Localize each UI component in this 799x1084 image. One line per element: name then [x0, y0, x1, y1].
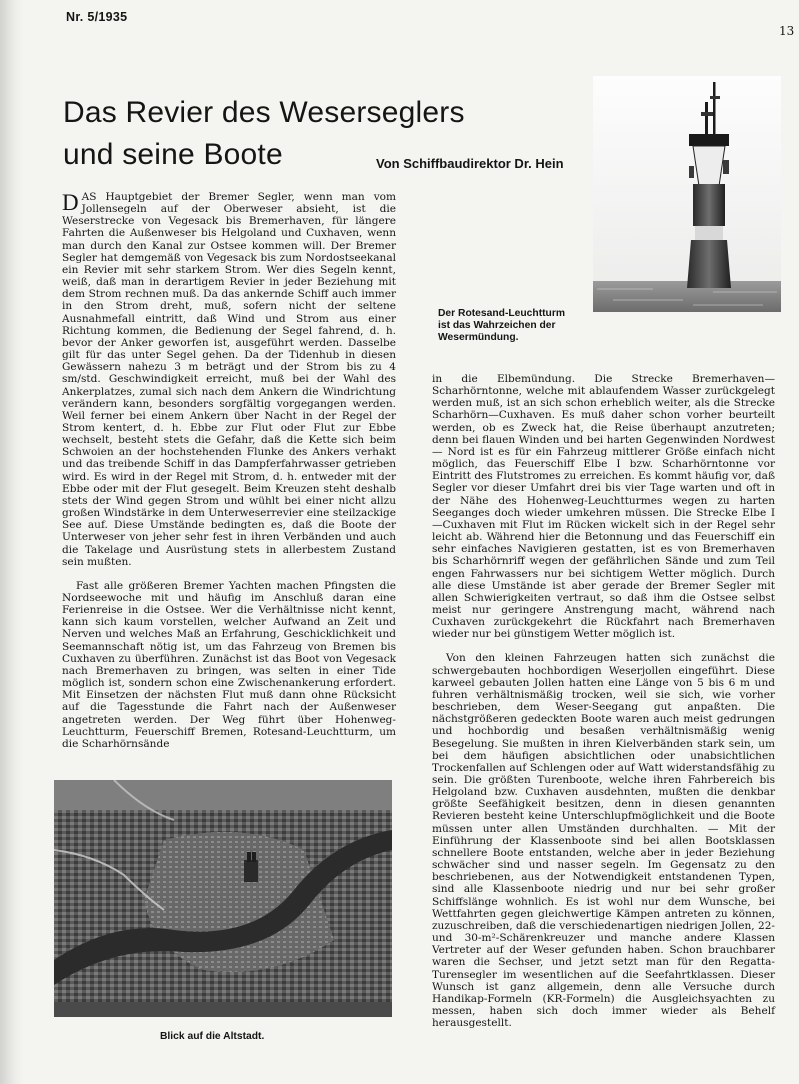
- paragraph-1: [62, 191, 396, 568]
- article-column-2: [432, 373, 775, 1029]
- aerial-caption: Blick auf die Altstadt.: [160, 1031, 265, 1042]
- aerial-image: [54, 780, 392, 1017]
- aerial-photo: [54, 780, 392, 1017]
- paragraph-4: Von den kleinen Fahrzeugen hatten sich zunächst die schwergebauten hochbordigen Weserjollen eingeführt. Diese karweel gebauten Jollen hatten eine Länge von 5 bis 6 m und fuhren verhältnismäßig trocken, weil sie sich, wie vorher beschrieben, dem Weser-Seegang gut anpaßten. Die nächstgrößeren gedeckten Boote waren auch meist gedrungen und hochbordig und besaßen verhältnismäßig wenig Besegelung. Sie mußten in ihren Kielverbänden stark sein, um bei dem häufigen absichtlichen oder unabsichtlichen Trockenfallen auf Schlengen oder auf Watt widerstandsfähig zu sein. Die größten Turenboote, welche ihren Fahrbereich bis Helgoland bzw. Cuxhaven ausdehnten, mußten die denkbar größte Seefähigkeit besitzen, denn in diesen genannten Revieren besteht keine Unterschlupfmöglichkeit und die Boote müssen unter allen Umständen durchhalten. — Mit der Einführung der Klassenboote sind bei allen Bootsklassen schnellere Boote entstanden, welche aber in jeder Beziehung schwächer sind und nasser segeln. Im Gegensatz zu den beschriebenen, aus der Notwendigkeit entstandenen Typen, sind alle Klassenboote niedrig und nur bei sehr großer Schiffslänge wohnlich. Es ist wohl nur dem Wunsche, bei Wettfahrten gegen gleichwertige Kämpen antreten zu können, zuzuschreiben, daß die verschiedenartigen niedrigen Jollen, 22- und 30-m²-Schärenkreuzer und manche andere Klassen Vertreter auf der Weser gefunden haben. Schon brauchbarer waren die Sechser, und jetzt setzt man für den Regatta-Turensegler im wesentlichen auf die Seefahrtklassen. Dieser Wunsch ist ganz allgemein, denn alle Versuche durch Handikap-Formeln (KR-Formeln) die Ausgleichsyachten zu messen, haben sich doch immer wieder als Behelf herausgestellt.: [432, 652, 775, 1030]
- lighthouse-caption: [438, 308, 598, 344]
- article-title-line-2: und seine Boote: [63, 138, 283, 171]
- paragraph-3: in die Elbemündung. Die Strecke Bremerhaven—Scharhörntonne, welche mit ablaufendem Wasser zurückgelegt werden muß, ist an sich schon erheblich weiter, als die Strecke Scharhörn—Cuxhaven. Es muß daher schon vorher beurteilt werden, ob es Zweck hat, die Reise überhaupt anzutreten; denn bei flauen Winden und bei harten Gegenwinden Nordwest — Nord ist es für ein Fahrzeug mittlerer Größe einfach nicht möglich, das Feuerschiff Elbe I bzw. Scharhörntonne vor Eintritt des Flutstromes zu erreichen. Es kommt häufig vor, daß Segler vor dieser Umfahrt drei bis vier Tage warten und oft in der Nähe des Hohenweg-Leuchtturmes wegen zu harten Seeganges doch wieder umkehren müssen. Die Strecke Elbe I—Cuxhaven mit Flut im Rücken wickelt sich in der Regel sehr leicht ab. Während hier die Betonnung und das Feuerschiff ein sehr einfaches Navigieren gestatten, ist es von Bremerhaven bis Scharhörnriff wegen der gefährlichen Sände und zum Teil engen Fahrwassers nur bei sichtigem Wetter möglich. Durch alle diese Umstände ist aber gerade der Bremer Segler mit allen Schwierigkeiten vertraut, so daß ihm die Ostsee selbst meist nur geringere Anstrengung macht, während nach Cuxhaven zurückgekehrt die Rückfahrt nach Bremerhaven wieder nur bei günstigem Wetter möglich ist.: [432, 373, 775, 641]
- lighthouse-caption-line-3: Wesermündung.: [438, 332, 519, 343]
- page-number: 13: [779, 24, 795, 38]
- paragraph-1-text: AS Hauptgebiet der Bremer Segler, wenn man vom Jollensegeln auf der Oberweser absieht, ist die Weserstrecke von Vegesack bis Bremerhaven, für längere Fahrten die Außenweser bis Helgoland und Cuxhaven, wenn man durch den Kanal zur Ostsee kommen will. Der Bremer Segler hat demgemäß von Vegesack bis zum Nordostseekanal ein Revier mit sehr starkem Strom. Wer dies Segeln kennt, weiß, daß man in derartigem Revier in jeder Beziehung mit dem Strom rechnen muß. Da das ankernde Schiff auch immer in den Strom dreht, muß, sofern nicht der seltene Ausnahmefall eintritt, daß Wind und Strom aus einer Richtung kommen, die Bedienung der Segel fahrend, d. h. bevor der Anker geworfen ist, ausgeführt werden. Dasselbe gilt für das unter Segel gehen. Da der Tidenhub in diesen Gewässern nahezu 3 m beträgt und der Strom bis zu 4 sm/std. Geschwindigkeit erreicht, muß bei der Wahl des Ankerplatzes, zumal sich nach dem Ankern die Windrichtung verändern kann, besonders sorgfältig vorgegangen werden. Weil ferner bei einem Ankern über Nacht in der Regel der Strom kentert, d. h. Ebbe zur Flut oder Flut zur Ebbe wechselt, besteht stets die Gefahr, daß die Kette sich beim Schwoien an der hochstehenden Flunke des Ankers verhakt und das treibende Schiff in das Dampferfahrwasser getrieben wird. Es wird in der Regel mit Strom, d. h. entweder mit der Ebbe oder mit der Flut gesegelt. Beim Kreuzen steht deshalb stets der Wind gegen Strom und wühlt bei einer nicht allzu großen Windstärke in dem Unterweserrevier eine steilzackige See auf. Diese Umstände bedingten es, daß die Boote der Unterweser von jeher sehr fest in ihren Verbänden und auch die Takelage und Ausrüstung stets in allerbestem Zustand sein mußten.: [62, 191, 396, 568]
- page-gutter: [0, 0, 24, 1084]
- lighthouse-caption-line-2: ist das Wahrzeichen der: [438, 320, 556, 331]
- article-author: Von Schiffbaudirektor Dr. Hein: [376, 156, 564, 171]
- lighthouse-caption-line-1: Der Rotesand-Leuchtturm: [438, 308, 566, 319]
- lighthouse-photo: [593, 76, 781, 312]
- paragraph-2: Fast alle größeren Bremer Yachten machen Pfingsten die Nordseewoche mit und häufig im Anschluß daran eine Ferienreise in die Ostsee. Wer die Verhältnisse nicht kennt, kann sich kaum vorstellen, welcher Aufwand an Zeit und Nerven und welches Maß an Erfahrung, Geschicklichkeit und Seemannschaft nötig ist, um das Fahrzeug von Bremen bis Cuxhaven zu überführen. Zunächst ist das Boot von Vegesack nach Bremerhaven zu bringen, was selten in einer Tide möglich ist, sondern schon eine Zwischenankerung erfordert. Mit Einsetzen der nächsten Flut muß dann ohne Rücksicht auf die Tagesstunde die Fahrt nach der Außenweser angetreten werden. Der Weg führt über Hohenweg-Leuchtturm, Feuerschiff Bremen, Rotesand-Leuchtturm, um die Scharhörnsände: [62, 579, 396, 750]
- drop-cap: D: [62, 190, 79, 215]
- lighthouse-image: [593, 76, 781, 312]
- article-column-1: [62, 191, 396, 750]
- issue-number: Nr. 5/1935: [66, 10, 128, 24]
- article-title-line-1: Das Revier des Weserseglers: [63, 96, 465, 129]
